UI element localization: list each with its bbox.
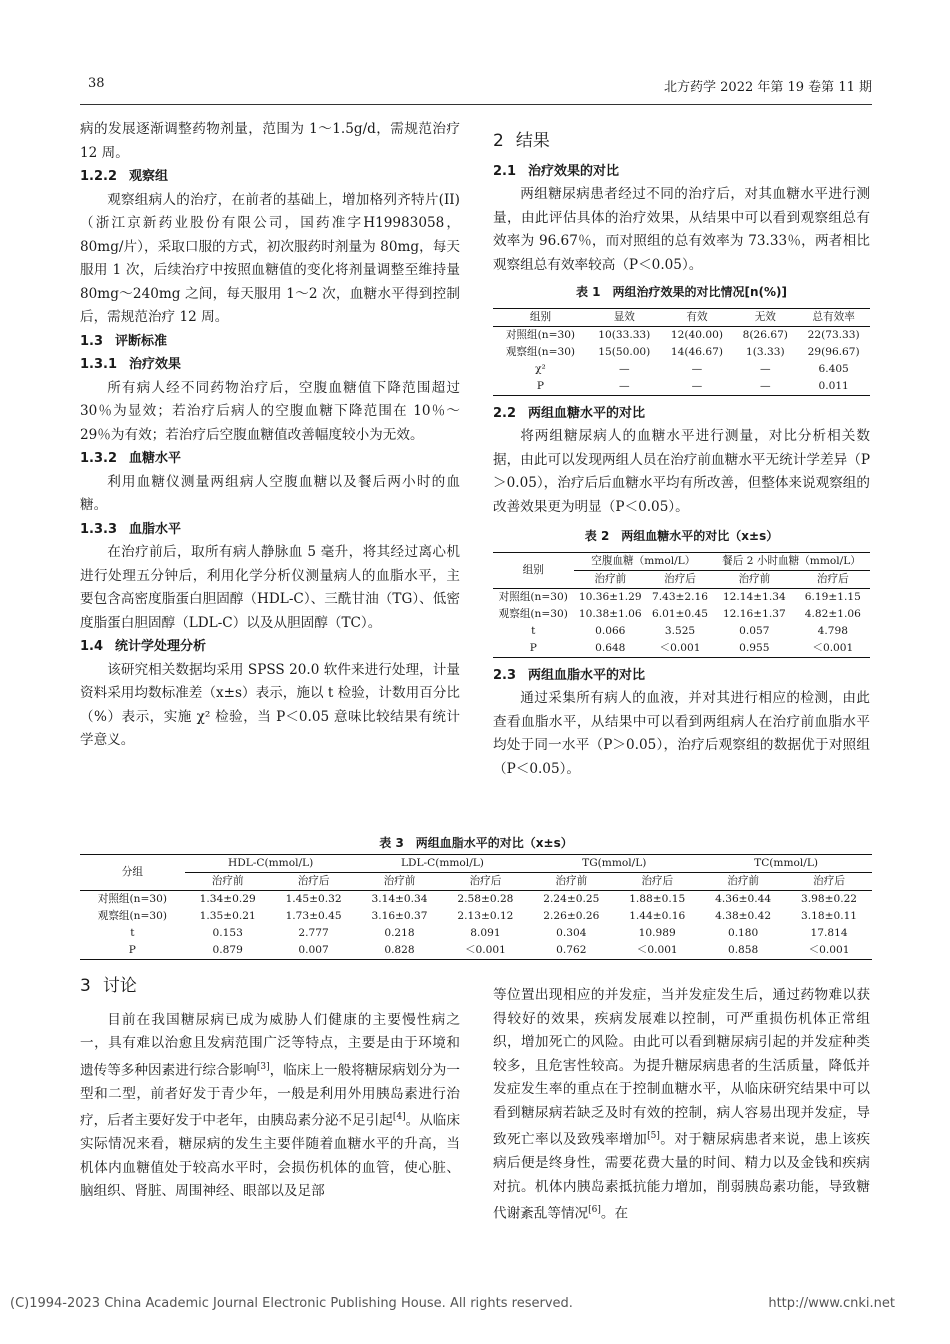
table-cell: 0.858 <box>700 942 786 960</box>
table-row <box>493 640 870 658</box>
paragraph: 利用血糖仪测量两组病人空腹血糖以及餐后两小时的血糖。 <box>80 473 460 513</box>
table-cell: 1.73±0.45 <box>285 910 342 922</box>
table-cell: P <box>493 378 588 396</box>
section-heading: 1.3.3 血脂水平 <box>80 521 182 537</box>
paragraph: 目前在我国糖尿病已成为威胁人们健康的主要慢性病之一，具有难以治愈且发病范围广泛等特点，主要是由于环境和遗传等多种因素进行综合影响[3]，临床上一般将糖尿病划分为一型和二型，前者好发于青少年，一般是利用外用胰岛素进行治疗，后者主要好发于中老年，由胰岛素分泌不足引起[4]。从临床实际情况来看，糖尿病的发生主要伴随着血糖水平的升高，当机体内血糖值处于较高水平时，会损伤机体的血管，使心脏、脑组织、肾脏、周围神经、眼部以及足部 <box>80 1011 461 1200</box>
table1-caption: 表 1 两组治疗效果的对比情况[n(%)] <box>575 285 788 299</box>
group-header: 空腹血糖（mmol/L） <box>574 552 714 570</box>
table-row <box>493 344 870 361</box>
group-header: TG(mmol/L) <box>528 855 700 873</box>
table-cell: 10(33.33) <box>598 328 651 341</box>
table2 <box>493 552 870 658</box>
table-row <box>493 588 870 606</box>
table-cell: ＜0.001 <box>796 640 870 658</box>
discussion-right <box>493 984 870 1226</box>
table1 <box>493 308 870 396</box>
column-header: 显效 <box>588 308 661 326</box>
column-header: 治疗前 <box>528 873 614 891</box>
page-header <box>88 76 872 100</box>
table-cell: — <box>691 362 703 375</box>
table-cell: — <box>661 378 734 396</box>
table-cell: 0.648 <box>574 640 647 658</box>
copyright-text: (C)1994-2023 China Academic Journal Electronic Publishing House. All rights reserved. <box>10 1296 573 1311</box>
group-header: TC(mmol/L) <box>700 855 872 873</box>
table-cell: 29(96.67) <box>807 345 860 358</box>
table-cell: 4.36±0.44 <box>715 893 772 905</box>
column-header: 治疗后 <box>786 873 872 891</box>
table-cell: t <box>130 927 135 939</box>
page-footer <box>10 1296 895 1311</box>
table-cell: 10.989 <box>638 927 676 939</box>
table-cell: 2.13±0.12 <box>457 910 514 922</box>
table-cell: 12.16±1.37 <box>722 607 786 620</box>
table-cell: 0.066 <box>595 624 626 637</box>
table-cell: 1(3.33) <box>745 345 785 358</box>
page-number: 38 <box>88 76 105 91</box>
table-cell: 0.828 <box>357 942 443 960</box>
right-column <box>493 130 870 781</box>
table-cell: 观察组(n=30) <box>498 607 568 620</box>
section-heading: 1.3.2 血糖水平 <box>80 451 182 466</box>
table-cell: 8(26.67) <box>742 328 788 341</box>
table-cell: 17.814 <box>810 927 848 939</box>
column-header: 治疗后 <box>271 873 357 891</box>
table-cell: 3.98±0.22 <box>801 893 858 905</box>
table-cell: 4.38±0.42 <box>715 910 772 922</box>
table-cell: ＜0.001 <box>647 640 713 658</box>
table-cell: 6.01±0.45 <box>651 607 709 620</box>
table-row <box>493 378 870 396</box>
table-row <box>493 326 870 344</box>
table-cell: 0.011 <box>797 378 870 396</box>
table-cell: — <box>759 362 771 375</box>
table-cell: 2.58±0.28 <box>457 893 514 905</box>
table-cell: 1.34±0.29 <box>199 893 256 905</box>
column-header: 治疗后 <box>442 873 528 891</box>
table-cell: 14(46.67) <box>670 345 723 358</box>
paragraph: 病的发展逐渐调整药物剂量，范围为 1～1.5g/d，需规范治疗 12 周。 <box>80 121 460 161</box>
citation: [3] <box>256 1061 270 1072</box>
table-cell: — <box>588 378 661 396</box>
table-row <box>493 361 870 378</box>
table-cell: t <box>531 624 536 637</box>
table-cell: 6.19±1.15 <box>804 590 861 603</box>
citation: [5] <box>647 1131 660 1141</box>
table-cell: 2.26±0.26 <box>543 910 600 922</box>
table-row <box>493 623 870 640</box>
table-cell: 15(50.00) <box>598 345 651 358</box>
group-header: HDL-C(mmol/L) <box>185 855 357 873</box>
column-header: 治疗前 <box>185 873 271 891</box>
section-heading: 1.3.1 治疗效果 <box>80 357 182 372</box>
table-cell: 0.153 <box>212 927 243 939</box>
citation: [6] <box>588 1205 601 1216</box>
column-header: 治疗前 <box>357 873 443 891</box>
table-cell: 3.14±0.34 <box>371 893 428 905</box>
table-cell: 0.057 <box>739 624 770 637</box>
table-cell: 0.180 <box>727 927 759 939</box>
table-cell: 1.88±0.15 <box>629 893 686 905</box>
table-cell: 10.36±1.29 <box>578 590 642 603</box>
table-cell: 8.091 <box>470 927 501 939</box>
cnki-link[interactable]: http://www.cnki.net <box>768 1296 895 1311</box>
table-cell: 4.798 <box>817 624 848 637</box>
section-heading: 2.2 两组血糖水平的对比 <box>493 405 646 421</box>
column-header: 无效 <box>733 308 797 326</box>
section-heading: 2.3 两组血脂水平的对比 <box>493 667 646 683</box>
table-cell: χ² <box>535 362 546 375</box>
column-header: 治疗前 <box>700 873 786 891</box>
discussion-left <box>80 975 460 1204</box>
column-header: 治疗前 <box>574 570 647 588</box>
section-heading: 2.1 治疗效果的对比 <box>493 163 620 179</box>
column-header: 有效 <box>661 308 734 326</box>
table-cell: 0.955 <box>713 640 796 658</box>
table-cell: 0.304 <box>556 927 587 939</box>
paragraph: 在治疗前后，取所有病人静脉血 5 毫升，将其经过离心机进行处理五分钟后，利用化学分析仪测量病人的血脂水平，主要包含高密度脂蛋白胆固醇（HDL-C）、三酰甘油（TG）、低密度脂蛋白胆固醇（LDL-C）以及从胆固醇（TC）。 <box>80 544 460 631</box>
table-cell: P <box>493 640 574 658</box>
table-cell: 对照组(n=30) <box>97 893 167 905</box>
paragraph: 通过采集所有病人的血液，并对其进行相应的检测，由此查看血脂水平，从结果中可以看到两组病人在治疗前血脂水平均处于同一水平（P＞0.05），治疗后观察组的数据优于对照组（P＜0.05）。 <box>493 690 870 777</box>
section-heading: 1.3 评断标准 <box>80 333 168 349</box>
table3-caption: 表 3 两组血脂水平的对比（x±s） <box>379 836 573 850</box>
paragraph: 两组糖尿病患者经过不同的治疗后，对其血糖水平进行测量，由此评估具体的治疗效果，从结果中可以看到观察组总有效率为 96.67％，而对照组的总有效率为 73.33％，两者相比观察组总有效率较高（P＜0.05）。 <box>493 186 870 273</box>
table-row <box>80 942 872 960</box>
table-cell: 1.44±0.16 <box>629 910 686 922</box>
header-rule <box>80 104 872 105</box>
section-heading: 3 讨论 <box>80 976 137 996</box>
section-heading: 2 结果 <box>493 131 550 151</box>
group-label: 分组 <box>80 855 185 891</box>
table-cell: 6.405 <box>818 362 849 375</box>
paragraph: 等位置出现相应的并发症，当并发症发生后，通过药物难以获得较好的效果，疾病发展难以控制，可严重损伤机体正常组织，增加死亡的风险。由此可以看到糖尿病引起的并发症种类较多，且危害性较高。为提升糖尿病患者的生活质量，降低并发症发生率的重点在于控制血糖水平，从临床研究结果中可以看到糖尿病若缺乏及时有效的控制，病人容易出现并发症，导致死亡率以及致残率增加[5]。对于糖尿病患者来说，患上该疾病后便是终身性，需要花费大量的时间、精力以及金钱和疾病对抗。机体内胰岛素抵抗能力增加，削弱胰岛素功能，导致糖代谢紊乱等情况[6]。在 <box>493 987 871 1222</box>
table-cell: 0.879 <box>185 942 271 960</box>
table-cell: 0.218 <box>384 927 415 939</box>
table-cell: — <box>618 362 630 375</box>
table-cell: 1.45±0.32 <box>285 893 342 905</box>
table-cell: 12.14±1.34 <box>722 590 786 603</box>
table-row <box>80 925 872 942</box>
table-cell: 观察组(n=30) <box>505 345 576 358</box>
table3-block <box>80 830 872 960</box>
citation: [4] <box>392 1112 406 1123</box>
paragraph: 观察组病人的治疗，在前者的基础上，增加格列齐特片(II)（浙江京新药业股份有限公司，国药准字H19983058，80mg/片），采取口服的方式，初次服药时剂量为 80mg，每天服用 1 次，后续治疗中按照血糖值的变化将剂量调整至维持量 80mg～240mg 之间，每天服用 1～2 次，血糖水平得到控制后，需规范治疗 12 周。 <box>80 191 460 325</box>
column-header: 组别 <box>493 308 588 326</box>
table-cell: 2.24±0.25 <box>543 893 600 905</box>
column-header: 治疗后 <box>647 570 713 588</box>
table-cell: 0.007 <box>271 942 357 960</box>
table-cell: 1.35±0.21 <box>199 910 256 922</box>
column-header: 治疗后 <box>614 873 700 891</box>
table2-caption: 表 2 两组血糖水平的对比（x±s） <box>584 529 779 543</box>
table-cell: P <box>80 942 185 960</box>
table-cell: 对照组(n=30) <box>505 328 576 341</box>
table-cell: 22(73.33) <box>807 328 860 341</box>
paragraph: 所有病人经不同药物治疗后，空腹血糖值下降范围超过 30％为显效；若治疗后病人的空腹血糖下降范围在 10％～29％为有效；若治疗后空腹血糖值改善幅度较小为无效。 <box>80 379 460 443</box>
table-row <box>80 908 872 925</box>
table-cell: 观察组(n=30) <box>97 910 167 922</box>
section-heading: 1.4 统计学处理分析 <box>80 639 207 654</box>
table-cell: 2.777 <box>298 927 329 939</box>
table-cell: ＜0.001 <box>614 942 700 960</box>
column-header: 治疗前 <box>713 570 796 588</box>
table-cell: 4.82±1.06 <box>804 607 861 620</box>
group-label: 组别 <box>493 552 574 588</box>
journal-title: 北方药学 2022 年第 19 卷第 11 期 <box>664 80 872 95</box>
table-row <box>493 606 870 623</box>
paragraph: 将两组糖尿病人的血糖水平进行测量，对比分析相关数据，由此可以发现两组人员在治疗前血糖水平无统计学差异（P＞0.05），治疗后后血糖水平均有所改善，但整体来说观察组的改善效果更为明显（P＜0.05）。 <box>493 428 870 515</box>
table-row <box>80 891 872 909</box>
table-cell: 10.38±1.06 <box>578 607 642 620</box>
table-cell: 3.18±0.11 <box>801 910 858 922</box>
table-cell: 0.762 <box>528 942 614 960</box>
left-column <box>80 118 460 753</box>
table-cell: — <box>733 378 797 396</box>
table-cell: ＜0.001 <box>786 942 872 960</box>
table-cell: 3.525 <box>664 624 696 637</box>
column-header: 总有效率 <box>797 308 870 326</box>
table3 <box>80 854 872 960</box>
table-cell: 12(40.00) <box>670 328 723 341</box>
paragraph: 该研究相关数据均采用 SPSS 20.0 软件来进行处理，计量资料采用均数标准差（x±s）表示，施以 t 检验，计数用百分比（%）表示，实施 χ² 检验，当 P＜0.05 意味比较结果有统计学意义。 <box>80 661 460 748</box>
section-heading: 1.2.2 观察组 <box>80 169 169 184</box>
table-cell: 对照组(n=30) <box>498 590 568 603</box>
table-cell: 7.43±2.16 <box>651 590 709 603</box>
table-cell: 3.16±0.37 <box>371 910 428 922</box>
group-header: LDL-C(mmol/L) <box>357 855 529 873</box>
table-cell: ＜0.001 <box>442 942 528 960</box>
column-header: 治疗后 <box>796 570 870 588</box>
group-header: 餐后 2 小时血糖（mmol/L） <box>713 552 870 570</box>
